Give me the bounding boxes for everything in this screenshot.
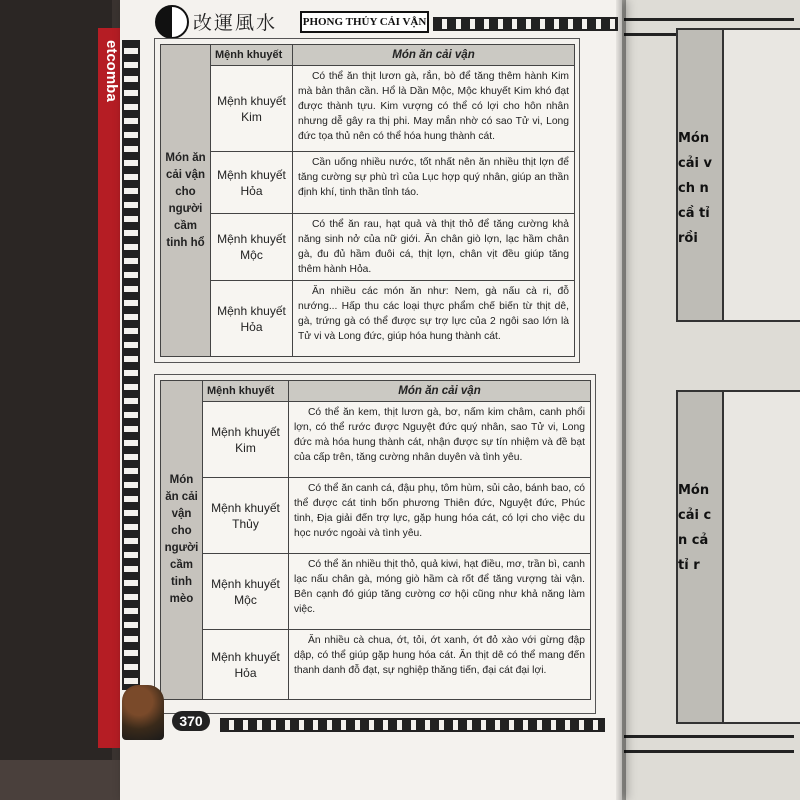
table-1-row-4-element: Mệnh khuyết Hỏa xyxy=(211,281,293,357)
table-1-row-3-element: Mệnh khuyết Mộc xyxy=(211,214,293,281)
table-2-row-1-element: Mệnh khuyết Kim xyxy=(203,402,289,478)
header-hanzi-title: 改運風水 xyxy=(193,12,278,34)
table-1-col1-header: Mệnh khuyết xyxy=(211,45,293,66)
table-2-row-3-text: Có thể ăn nhiều thịt thỏ, quả kiwi, hạt điều, mơ, trần bì, canh lạc nấu chân gà, móng giò hầm cà rốt để tăng vượng tài vận. Bên cạnh đó giúp tăng cường cơ hội cũng như khả năng làm việc. xyxy=(289,554,591,630)
table-2-row-1-text: Có thể ăn kem, thịt lươn gà, bơ, nấm kim châm, canh phổi lợn, có thể rước được Nguyệt đức quý nhân, sao Tử vi, Long đức mà hóa hung thành cát, nhận được sự tín nhiệm và đề bạt của cấp trên, tăng cường nhân duyên và tình yêu. xyxy=(289,402,591,478)
facing-page-side-label-2: Món cải c n cả tỉ r xyxy=(678,483,712,573)
spine-label-text: etcomba xyxy=(103,40,120,102)
table-2-col1-header: Mệnh khuyết xyxy=(203,381,289,402)
table-1-row-4-text: Ăn nhiều các món ăn như: Nem, gà nấu cà ri, đỗ nướng... Hấp thu các loại thực phẩm chế biến từ thịt dê, gà, trứng gà có thể được sự trợ lực của 2 ngôi sao lớn là Tử vi và Long đức, giúp hóa hung thành cát. xyxy=(293,281,575,357)
illustrated-figure-icon xyxy=(122,685,164,740)
table-row xyxy=(161,66,575,152)
table-2-col2-header: Món ăn cải vận xyxy=(289,381,591,402)
table-1-row-2-element: Mệnh khuyết Hỏa xyxy=(211,152,293,214)
facing-page-side-label-1: Món cải v ch n cầ tỉ rồi xyxy=(678,131,712,246)
table-2-side-label: Món ăn cải vận cho người cầm tinh mèo xyxy=(161,381,203,700)
table-row xyxy=(161,402,591,478)
table-2-row-3-element: Mệnh khuyết Mộc xyxy=(203,554,289,630)
spine-shadow xyxy=(616,0,626,800)
remedy-table-cat xyxy=(160,380,591,700)
table-row xyxy=(161,478,591,554)
book-page xyxy=(120,0,622,800)
yin-yang-icon xyxy=(155,5,189,39)
table-1-row-1-element: Mệnh khuyết Kim xyxy=(211,66,293,152)
table-2-row-4-text: Ăn nhiều cà chua, ớt, tỏi, ớt xanh, ớt đỏ xào với gừng đập dập, có thể giúp gặp hung hóa cát. Ăn thịt dê có thể mang đến thanh danh đỗ đạt, sự nghiệp thăng tiến, đại cát đại lợi. xyxy=(289,630,591,700)
table-2-row-2-text: Có thể ăn canh cá, đậu phụ, tôm hùm, sủi cảo, bánh bao, có thể được cát tinh bốn phương Thiên đức, Nguyệt đức, Phúc tinh, Địa giải đến trợ lực, gặp hung hóa cát, có lợi cho việc du học nước ngoài và tình yêu. xyxy=(289,478,591,554)
table-row xyxy=(161,281,575,357)
table-row xyxy=(161,630,591,700)
table-2-row-4-element: Mệnh khuyết Hỏa xyxy=(203,630,289,700)
left-meander-border xyxy=(122,40,140,690)
table-1-row-3-text: Có thể ăn rau, hạt quả và thịt thỏ để tăng cường khả năng sinh nở của nữ giới. Ăn chân giò lợn, lạc hầm chân gà, đu đủ hầm đuôi cá, thịt lợn, chân vịt đều giúp tăng thêm hành Hỏa. xyxy=(293,214,575,281)
page-number: 370 xyxy=(172,711,210,731)
remedy-table-tiger xyxy=(160,44,575,357)
table-1-col2-header: Món ăn cải vận xyxy=(293,45,575,66)
header-meander-border xyxy=(433,17,618,31)
table-row xyxy=(161,152,575,214)
facing-page-bottom-border xyxy=(624,735,794,753)
table-row xyxy=(161,214,575,281)
table-row xyxy=(161,554,591,630)
facing-page xyxy=(618,0,800,800)
spine-label xyxy=(100,40,122,130)
table-2-row-2-element: Mệnh khuyết Thủy xyxy=(203,478,289,554)
footer-meander-border xyxy=(220,718,605,732)
header-brand-label: PHONG THỦY CẢI VẬN xyxy=(300,11,429,33)
page-header xyxy=(135,5,620,37)
background-dark xyxy=(0,0,112,800)
table-1-row-2-text: Cần uống nhiều nước, tốt nhất nên ăn nhiều thịt lợn để tăng cường sự phù trì của Lục hợp quý nhân, giúp an thần định khí, tinh thần tỉnh táo. xyxy=(293,152,575,214)
table-1-side-label: Món ăn cải vận cho người cầm tinh hổ xyxy=(161,45,211,357)
table-1-row-1-text: Có thể ăn thịt lươn gà, rắn, bò để tăng thêm hành Kim mà bản thân cần. Hổ là Dần Mộc, Mộc khuyết Kim khó đạt được thành tựu. Kim vượng có thể có lợi cho hôn nhân nhưng dễ gây ra thị phi. May mắn nhờ có sao Tử vi, Long đức tọa thủ nên có thể hóa hung thành cát. xyxy=(293,66,575,152)
